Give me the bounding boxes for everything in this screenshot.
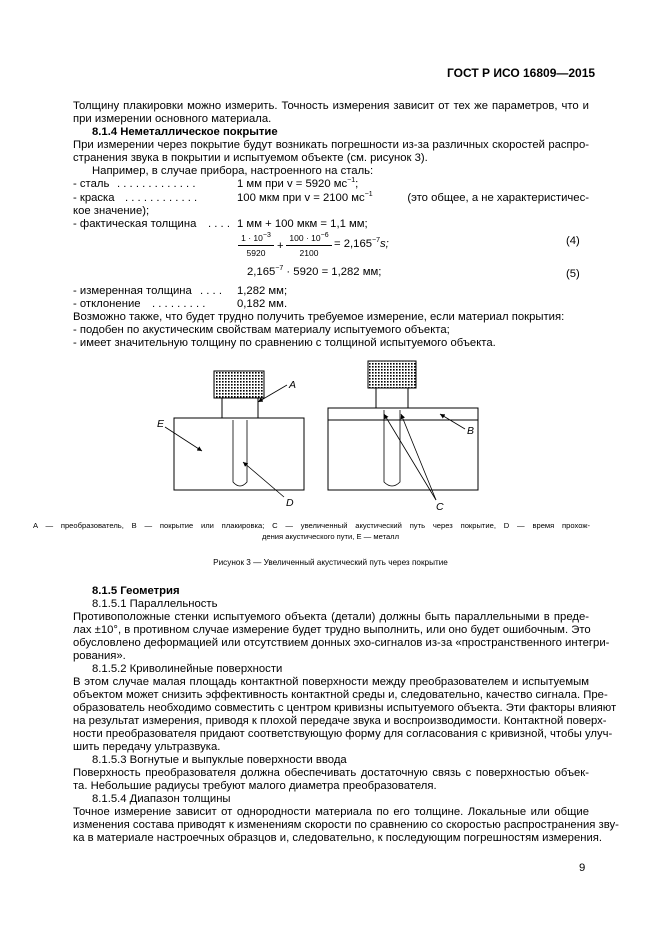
section-814-p1b: странения звука в покрытии и испытуемом объекте (см. рисунок 3).	[73, 152, 428, 164]
measured-dots: . . . .	[200, 285, 222, 297]
left-specimen	[174, 371, 304, 490]
section-8152-heading: 8.1.5.2 Криволинейные поверхности	[92, 663, 283, 675]
right-transducer-body	[376, 388, 408, 408]
paint-value-text: 100 мкм при v = 2100 мс	[237, 192, 365, 204]
page-number: 9	[579, 862, 586, 874]
section-814-p1a: При измерении через покрытие будут возникать погрешности из-за различных скоростей распро-	[73, 139, 589, 151]
figure-legend-line-1: A — преобразователь, B — покрытие или плакировка; C — увеличенный акустический путь через покрытие, D — время прохож-	[33, 521, 590, 530]
eq4-rhs-tail: s;	[380, 238, 389, 250]
deviation-label: - отклонение	[73, 298, 141, 310]
section-814-p3: Возможно также, что будет трудно получить требуемое измерение, если материал покрытия:	[73, 311, 565, 323]
label-d: D	[286, 497, 294, 509]
p8151-line-1: Противоположные стенки испытуемого объекта (детали) должны быть параллельными в преде-	[73, 611, 589, 623]
measured-value: 1,282 мм;	[237, 285, 288, 297]
label-e: E	[157, 418, 165, 430]
paint-unit-exp: −1	[364, 191, 373, 199]
p8152-line-1: В этом случае малая площадь контактной поверхности между преобразователем и испытуемым	[73, 676, 589, 688]
p8152-line-3: образователь необходимо совместить с центром кривизны испытуемого объекта. Эти факторы влияют	[73, 702, 617, 714]
figure-legend-line-2: дения акустического пути, E — металл	[261, 532, 400, 541]
document-header: ГОСТ Р ИСО 16809—2015	[447, 66, 596, 80]
label-a: A	[289, 379, 297, 391]
eq4-num1-exp: −3	[262, 232, 271, 240]
label-b: B	[467, 425, 475, 437]
section-8151-heading: 8.1.5.1 Параллельность	[92, 598, 218, 610]
left-transducer-body	[222, 398, 258, 418]
section-8153-heading: 8.1.5.3 Вогнутые и выпуклые поверхности ввода	[92, 754, 347, 766]
eq4-denominator-2: 2100	[299, 248, 319, 258]
bullet-2: - имеет значительную толщину по сравнению с толщиной испытуемого объекта.	[73, 337, 496, 349]
actual-value: 1 мм + 100 мкм = 1,1 мм;	[237, 218, 368, 230]
steel-unit-exp: −1	[347, 177, 356, 185]
eq4-num2-text: 100 · 10	[289, 233, 321, 243]
p8151-line-3: обусловлено деформацией или отсутствием донных эхо-сигналов из-за «пространственного интегри-	[73, 637, 610, 649]
paint-dots: . . . . . . . . . . . .	[125, 192, 198, 204]
intro-line-2: при измерении основного материала.	[73, 113, 272, 125]
paint-label: - краска	[73, 192, 115, 204]
section-8154-heading: 8.1.5.4 Диапазон толщины	[92, 793, 231, 805]
eq5-b: · 5920 = 1,282 мм;	[283, 266, 382, 278]
eq5-number: (5)	[566, 268, 580, 280]
actual-dots: . . . .	[208, 218, 230, 230]
p8152-line-6: шить передачу ультразвука.	[73, 741, 221, 753]
label-c: C	[436, 501, 444, 513]
eq5-a: 2,165	[247, 266, 276, 278]
deviation-value: 0,182 мм.	[237, 298, 288, 310]
steel-value: 1 мм при v = 5920 $мс^{-1}$;	[237, 177, 359, 190]
steel-dots: . . . . . . . . . . . . .	[117, 178, 196, 190]
eq4-num2-exp: −6	[320, 232, 329, 240]
p8154-line-2: изменения состава приводят к изменениям скорости по сравнению со скоростью распространения зву-	[73, 819, 619, 831]
steel-value-text: 1 мм при v = 5920 мс	[237, 178, 348, 190]
paint-tail-2: кое значение);	[73, 205, 150, 217]
bullet-1: - подобен по акустическим свойствам материалу испытуемого объекта;	[73, 324, 450, 336]
right-transducer-knurl	[368, 361, 416, 388]
leader-e	[165, 427, 202, 451]
eq4-rhs-exp: −7	[372, 237, 380, 245]
leader-c-1	[384, 414, 436, 500]
deviation-dots: . . . . . . . . .	[152, 298, 206, 310]
actual-label: - фактическая толщина	[73, 218, 197, 230]
figure-caption: Рисунок 3 — Увеличенный акустический путь через покрытие	[213, 558, 448, 567]
left-transducer-knurl	[214, 371, 264, 398]
right-acoustic-path	[384, 410, 400, 486]
eq4-rhs-text: = 2,165	[334, 238, 373, 250]
leader-d	[243, 462, 284, 497]
section-814-heading: 8.1.4 Неметаллическое покрытие	[92, 126, 278, 138]
p8153-line-1: Поверхность преобразователя должна обеспечивать достаточную связь с поверхностью объек-	[73, 767, 589, 779]
intro-line-1: Толщину плакировки можно измерить. Точность измерения зависит от тех же параметров, что и	[73, 100, 589, 112]
p8152-line-5: ности преобразователя придают соответствующую форму для согласования с кривизной, чтобы улуч-	[73, 728, 613, 740]
p8153-line-2: та. Небольшие радиусы требуют малого диаметра преобразователя.	[73, 780, 437, 792]
leader-c-2	[401, 414, 436, 500]
measured-label: - измеренная толщина	[73, 285, 192, 297]
eq4-num1-text: 1 · 10	[241, 233, 263, 243]
paint-tail: (это общее, а не характеристичес-	[407, 192, 589, 204]
p8152-line-4: на результат измерения, приводя к плохой передаче звука и воспроизводимости. Контактной поверх-	[73, 715, 607, 727]
right-specimen	[328, 361, 478, 490]
eq4-denominator-1: 5920	[246, 248, 266, 258]
p8154-line-3: ка в материале настроечных образцов и, следовательно, к последующим погрешностям измерения.	[73, 832, 603, 844]
p8151-line-4: рования».	[73, 650, 126, 662]
p8154-line-1: Точное измерение зависит от однородности материала по его толщине. Локальные или общие	[73, 806, 589, 818]
section-815-heading: 8.1.5 Геометрия	[92, 585, 180, 597]
steel-label: - сталь	[73, 178, 110, 190]
section-814-p2: Например, в случае прибора, настроенного на сталь:	[92, 165, 374, 177]
eq4-number: (4)	[566, 235, 580, 247]
eq4-plus: +	[277, 240, 284, 252]
left-acoustic-path	[233, 420, 247, 486]
p8151-line-2: лах ±10°, в противном случае измерение будет трудно выполнить, или оно будет ошибочным. Это	[73, 624, 591, 636]
p8152-line-2: объектом может снизить эффективность контактной среды и, следовательно, качество сигнала. Пре-	[73, 689, 608, 701]
eq5-exp: −7	[275, 265, 284, 273]
left-metal-block	[174, 418, 304, 490]
leader-b	[440, 414, 465, 429]
